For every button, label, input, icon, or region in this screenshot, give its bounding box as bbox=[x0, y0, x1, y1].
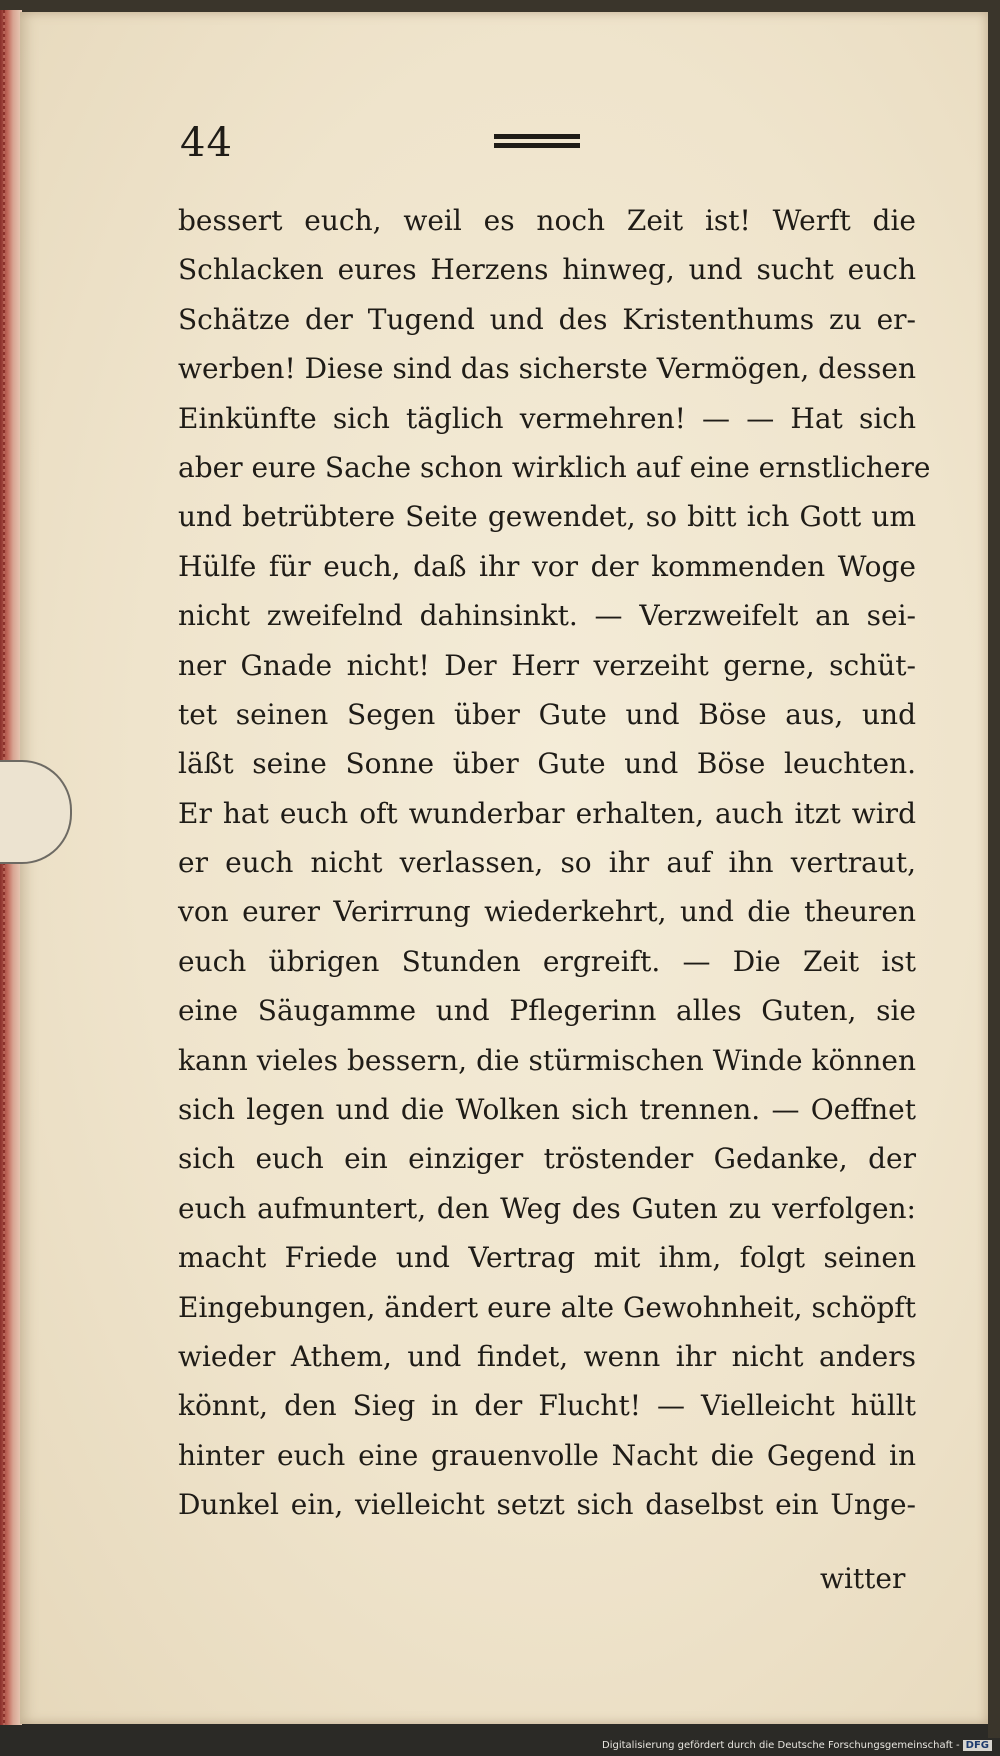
text-line: Er hat euch oft wunderbar erhalten, auch itzt wird bbox=[178, 796, 916, 830]
text-line: Eingebungen, ändert eure alte Gewohnheit, schöpft bbox=[178, 1290, 916, 1324]
text-line: euch aufmuntert, den Weg des Guten zu verfolgen: bbox=[178, 1191, 916, 1225]
text-line: eine Säugamme und Pflegerinn alles Guten, sie bbox=[178, 994, 916, 1028]
page-number: 44 bbox=[180, 120, 233, 166]
text-line: kann vieles bessern, die stürmischen Winde können bbox=[178, 1043, 916, 1077]
text-line: Einkünfte sich täglich vermehren! — — Hat sich bbox=[178, 401, 916, 435]
text-line: sich euch ein einziger tröstender Gedanke, der bbox=[178, 1142, 916, 1176]
text-line: sich legen und die Wolken sich trennen. — Oeffnet bbox=[178, 1093, 916, 1127]
text-line: Schätze der Tugend und des Kristenthums zu er- bbox=[178, 302, 916, 336]
text-line: bessert euch, weil es noch Zeit ist! Werft die bbox=[178, 204, 916, 237]
text-line: Dunkel ein, vielleicht setzt sich daselbst ein Unge- bbox=[178, 1488, 916, 1522]
text-line: von eurer Verirrung wiederkehrt, und die theuren bbox=[178, 895, 916, 929]
page-header bbox=[180, 120, 900, 180]
header-double-rule bbox=[494, 134, 580, 154]
text-line: Hülfe für euch, daß ihr vor der kommenden Woge bbox=[178, 549, 916, 583]
credit-text: Digitalisierung gefördert durch die Deutsche Forschungsgemeinschaft - bbox=[602, 1740, 960, 1751]
text-line: und betrübtere Seite gewendet, so bitt ich Gott um bbox=[178, 500, 916, 534]
text-line: nicht zweifelnd dahinsinkt. — Verzweifelt an sei- bbox=[178, 599, 916, 633]
catchword: witter bbox=[820, 1562, 906, 1595]
text-line: er euch nicht verlassen, so ihr auf ihn vertraut, bbox=[178, 846, 916, 880]
text-line: euch übrigen Stunden ergreift. — Die Zeit ist bbox=[178, 944, 916, 978]
scan-right-border bbox=[988, 0, 1000, 1756]
book-page-edges bbox=[0, 10, 22, 1725]
digitization-credit bbox=[602, 1740, 992, 1751]
text-line: macht Friede und Vertrag mit ihm, folgt seinen bbox=[178, 1241, 916, 1275]
dfg-logo: DFG bbox=[963, 1740, 992, 1751]
text-line: ner Gnade nicht! Der Herr verzeiht gerne, schüt- bbox=[178, 648, 916, 682]
text-line: tet seinen Segen über Gute und Böse aus, und bbox=[178, 697, 916, 731]
text-line: werben! Diese sind das sicherste Vermögen, dessen bbox=[178, 352, 916, 386]
text-line: hinter euch eine grauenvolle Nacht die Gegend in bbox=[178, 1438, 916, 1472]
text-line: läßt seine Sonne über Gute und Böse leuchten. bbox=[178, 747, 916, 781]
text-line: könnt, den Sieg in der Flucht! — Vielleicht hüllt bbox=[178, 1389, 916, 1423]
text-line: wieder Athem, und findet, wenn ihr nicht anders bbox=[178, 1339, 916, 1373]
text-line: Schlacken eures Herzens hinweg, und sucht euch bbox=[178, 253, 916, 287]
body-text bbox=[178, 196, 931, 1530]
text-line: aber eure Sache schon wirklich auf eine ernstlichere bbox=[178, 450, 931, 484]
scan-top-border bbox=[0, 0, 1000, 12]
